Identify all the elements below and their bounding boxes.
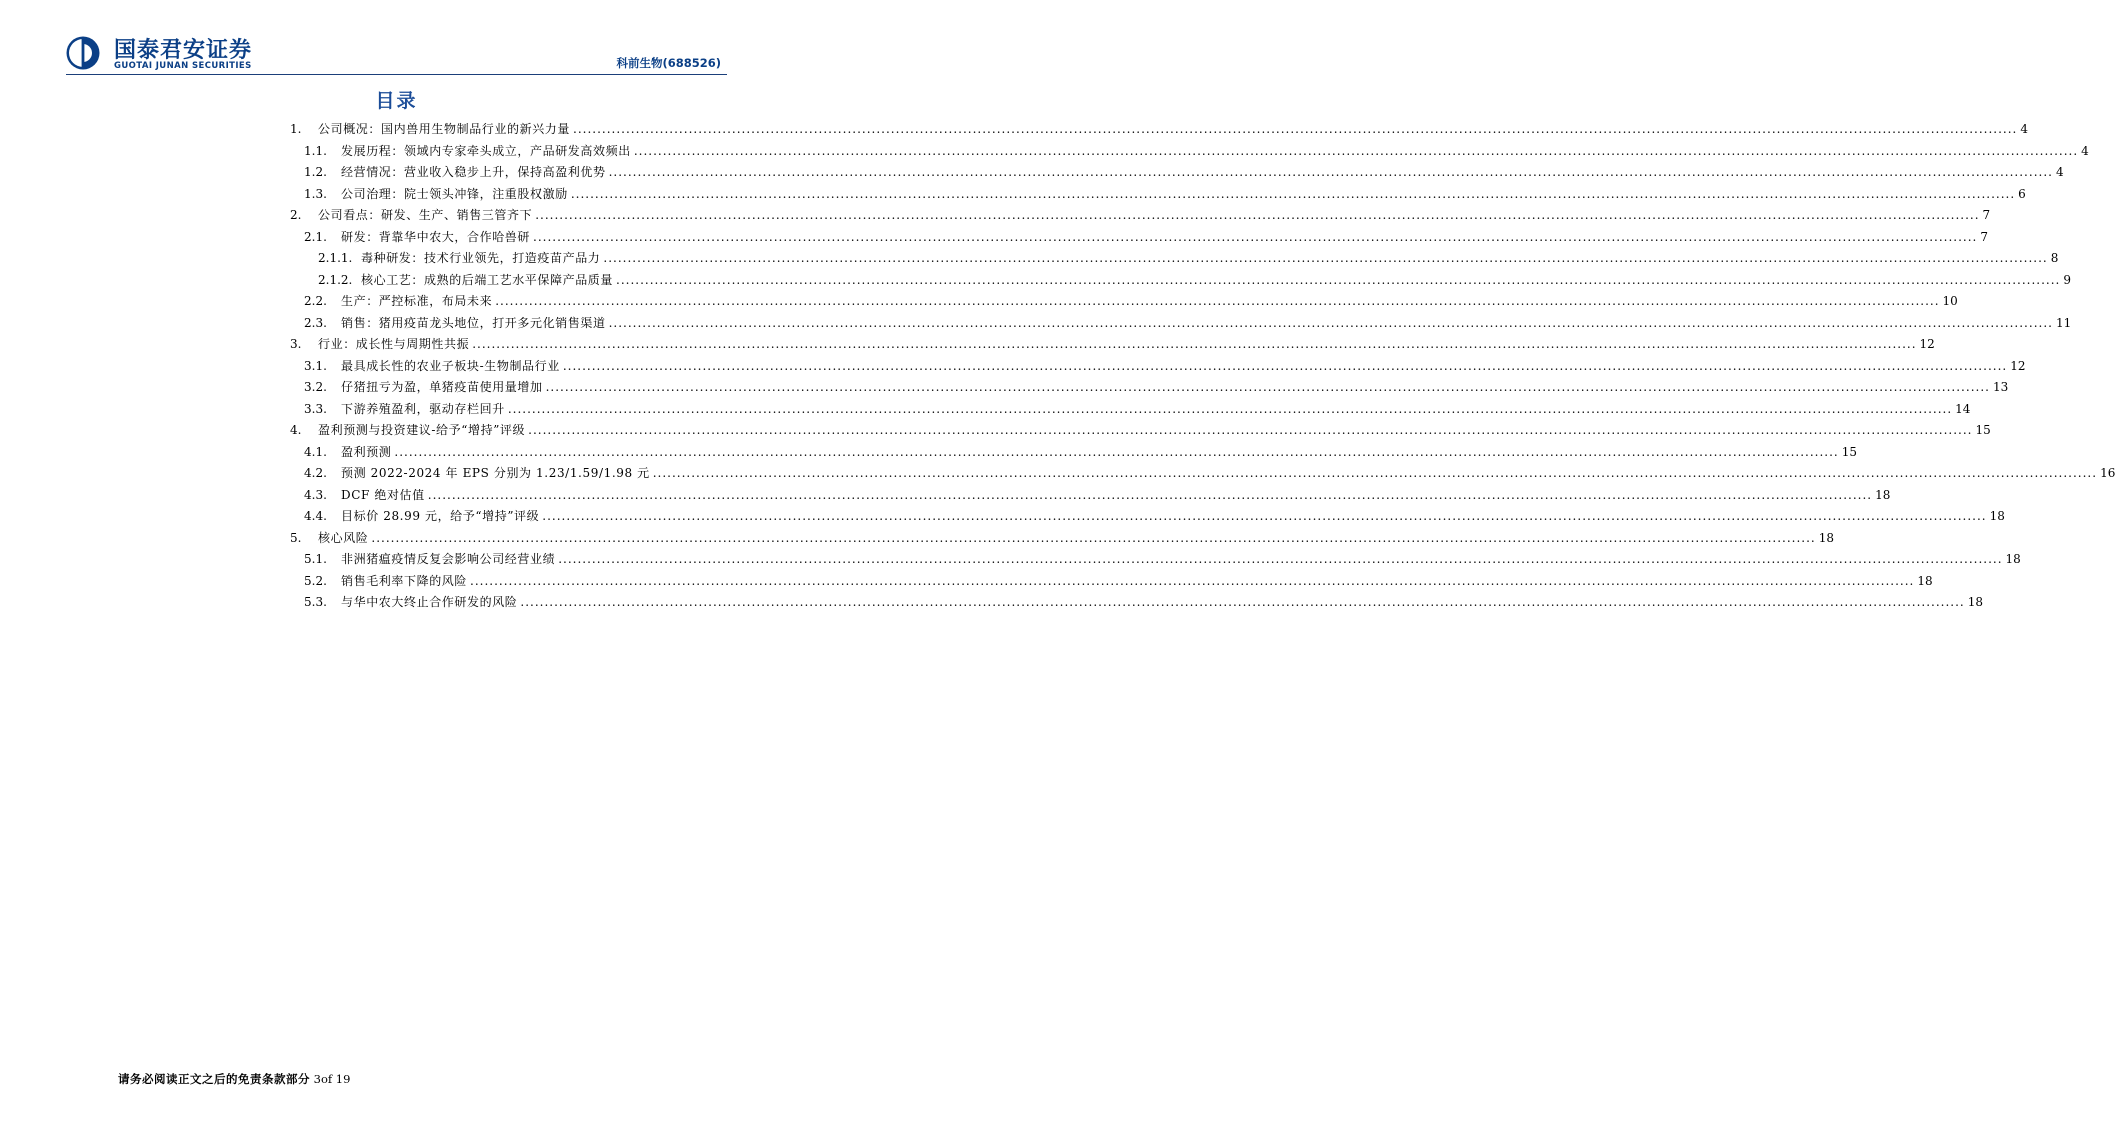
toc-entry-number: 1.	[290, 122, 302, 136]
header-divider	[66, 74, 727, 75]
toc-entry-number: 1.3.	[304, 186, 327, 201]
toc-title: 目录	[375, 90, 418, 112]
toc-entry-title: 仔猪扭亏为盈，单猪疫苗使用量增加	[341, 380, 543, 394]
toc-dot-leader: ............................................................................................................................................................................................................................................................................................................	[570, 186, 2016, 201]
toc-entry[interactable]	[318, 248, 2059, 269]
toc-entry-title: 销售毛利率下降的风险	[341, 573, 468, 588]
disclaimer-note: 请务必阅读正文之后的免责条款部分	[118, 1072, 310, 1086]
toc-entry-title: 盈利预测	[341, 444, 392, 459]
toc-dot-leader: ............................................................................................................................................................................................................................................................................................................	[608, 165, 2053, 179]
toc-entry-number: 5.1.	[304, 552, 327, 566]
toc-dot-leader: ............................................................................................................................................................................................................................................................................................................	[562, 358, 2008, 373]
toc-entry-page: 8	[2050, 251, 2059, 265]
toc-entry[interactable]	[304, 227, 1988, 248]
toc-entry-number: 4.4.	[304, 509, 327, 523]
toc-entry[interactable]	[304, 485, 1891, 506]
toc-entry[interactable]	[304, 162, 2064, 183]
toc-entry[interactable]	[304, 399, 1971, 420]
toc-entry-title: 目标价 28.99 元，给予“增持”评级	[341, 509, 540, 523]
toc-entry-number: 2.	[290, 208, 302, 222]
toc-dot-leader: ............................................................................................................................................................................................................................................................................................................	[520, 595, 1965, 609]
toc-entry-page: 10	[1942, 294, 1958, 308]
toc-entry-page: 7	[1982, 208, 1991, 222]
toc-entry-number: 2.3.	[304, 315, 327, 330]
toc-entry[interactable]	[290, 205, 1991, 226]
toc-dot-leader: ............................................................................................................................................................................................................................................................................................................	[495, 294, 1940, 308]
toc-dot-leader: ............................................................................................................................................................................................................................................................................................................	[616, 272, 2061, 287]
toc-entry-title: 销售：猪用疫苗龙头地位，打开多元化销售渠道	[341, 315, 606, 330]
toc-entry-page: 16	[2100, 466, 2115, 480]
toc-entry-page: 12	[1919, 337, 1935, 351]
toc-entry-number: 4.	[290, 423, 302, 437]
toc-entry-number: 5.	[290, 530, 302, 545]
toc-entry[interactable]	[290, 420, 1991, 441]
toc-entry[interactable]	[304, 377, 2009, 398]
toc-entry-title: 毒种研发：技术行业领先，打造疫苗产品力	[361, 251, 601, 265]
toc-dot-leader: ............................................................................................................................................................................................................................................................................................................	[545, 380, 1990, 394]
toc-entry-title: 研发：背靠华中农大，合作哈兽研	[341, 229, 531, 244]
company-ticker: 科前生物(688526)	[616, 56, 721, 70]
toc-entry[interactable]	[304, 506, 2005, 527]
toc-dot-leader: ............................................................................................................................................................................................................................................................................................................	[533, 229, 1978, 244]
toc-entry-number: 2.2.	[304, 294, 327, 308]
toc-dot-leader: ............................................................................................................................................................................................................................................................................................................	[558, 552, 2003, 566]
toc-entry-number: 3.	[290, 337, 302, 351]
toc-dot-leader: ............................................................................................................................................................................................................................................................................................................	[528, 423, 1973, 437]
toc-dot-leader: ............................................................................................................................................................................................................................................................................................................	[652, 466, 2098, 480]
guotai-junan-logo-icon	[66, 36, 100, 70]
brand-name-en: GUOTAI JUNAN SECURITIES	[114, 61, 252, 71]
toc-dot-leader: ............................................................................................................................................................................................................................................................................................................	[394, 444, 1839, 459]
toc-entry-title: 公司治理：院士领头冲锋，注重股权激励	[341, 186, 568, 201]
toc-entry[interactable]	[304, 463, 2115, 484]
toc-dot-leader: ............................................................................................................................................................................................................................................................................................................	[542, 509, 1987, 523]
toc-entry[interactable]	[304, 313, 2072, 334]
toc-entry-title: DCF 绝对估值	[341, 487, 425, 502]
toc-entry-number: 2.1.1.	[318, 251, 353, 265]
toc-entry-title: 与华中农大终止合作研发的风险	[341, 595, 518, 609]
toc-dot-leader: ............................................................................................................................................................................................................................................................................................................	[633, 143, 2079, 158]
toc-entry-number: 4.3.	[304, 487, 327, 502]
toc-entry-title: 核心工艺：成熟的后端工艺水平保障产品质量	[361, 272, 614, 287]
toc-entry[interactable]	[318, 270, 2071, 291]
toc-entry-number: 3.2.	[304, 380, 327, 394]
toc-entry-page: 7	[1980, 229, 1988, 244]
page-number: 3of 19	[313, 1072, 351, 1086]
toc-entry[interactable]	[304, 549, 2021, 570]
toc-entry-title: 生产：严控标准，布局未来	[341, 294, 493, 308]
toc-entry-page: 11	[2055, 315, 2072, 330]
toc-entry-number: 5.3.	[304, 595, 327, 609]
toc-entry[interactable]	[304, 356, 2026, 377]
toc-entry-number: 2.1.2.	[318, 272, 353, 287]
toc-entry[interactable]	[304, 291, 1958, 312]
toc-entry-number: 3.1.	[304, 358, 327, 373]
toc-entry[interactable]	[304, 184, 2026, 205]
toc-entry-number: 3.3.	[304, 401, 327, 416]
toc-entry-number: 4.1.	[304, 444, 327, 459]
toc-entry-title: 预测 2022-2024 年 EPS 分别为 1.23/1.59/1.98 元	[341, 466, 650, 480]
toc-entry[interactable]	[304, 141, 2089, 162]
toc-entry-page: 14	[1955, 401, 1971, 416]
page-footer	[118, 1071, 350, 1087]
toc-dot-leader: ............................................................................................................................................................................................................................................................................................................	[535, 208, 1980, 222]
toc-dot-leader: ............................................................................................................................................................................................................................................................................................................	[427, 487, 1873, 502]
toc-entry-page: 9	[2063, 272, 2071, 287]
toc-dot-leader: ............................................................................................................................................................................................................................................................................................................	[608, 315, 2053, 330]
toc-entry-title: 盈利预测与投资建议-给予“增持”评级	[318, 423, 526, 437]
toc-entry-title: 非洲猪瘟疫情反复会影响公司经营业绩	[341, 552, 556, 566]
toc-entry-page: 12	[2010, 358, 2026, 373]
toc-entry[interactable]	[304, 442, 1858, 463]
toc-entry-page: 18	[1875, 487, 1891, 502]
toc-entry-title: 公司概况：国内兽用生物制品行业的新兴力量	[318, 122, 571, 136]
toc-dot-leader: ............................................................................................................................................................................................................................................................................................................	[573, 122, 2018, 136]
toc-entry-title: 最具成长性的农业子板块-生物制品行业	[341, 358, 560, 373]
toc-entry-title: 下游养殖盈利，驱动存栏回升	[341, 401, 505, 416]
toc-entry-page: 4	[2020, 122, 2028, 136]
toc-entry-page: 18	[1967, 595, 1984, 609]
toc-dot-leader: ............................................................................................................................................................................................................................................................................................................	[470, 573, 1915, 588]
toc-entry-page: 18	[1989, 509, 2005, 523]
toc-entry-number: 2.1.	[304, 229, 327, 244]
toc-entry-page: 18	[1917, 573, 1933, 588]
toc-entry[interactable]	[290, 334, 1935, 355]
toc-entry-page: 15	[1841, 444, 1858, 459]
toc-entry-number: 5.2.	[304, 573, 327, 588]
toc-entry[interactable]	[304, 571, 1933, 592]
toc-entry-title: 经营情况：营业收入稳步上升，保持高盈利优势	[341, 165, 606, 179]
toc-entry[interactable]	[304, 592, 1984, 613]
toc-entry-page: 15	[1975, 423, 1991, 437]
toc-entry-number: 1.2.	[304, 165, 327, 179]
toc-entry-title: 核心风险	[318, 530, 369, 545]
toc-dot-leader: ............................................................................................................................................................................................................................................................................................................	[472, 337, 1917, 351]
toc-entry[interactable]	[290, 119, 2028, 140]
toc-entry-page: 18	[1818, 530, 1835, 545]
toc-entry-title: 发展历程：领域内专家牵头成立，产品研发高效频出	[341, 143, 631, 158]
toc-entry[interactable]	[290, 528, 1835, 549]
toc-entry-page: 6	[2018, 186, 2026, 201]
toc-entry-title: 行业：成长性与周期性共振	[318, 337, 470, 351]
brand-name-cn: 国泰君安证券	[114, 38, 253, 63]
toc-dot-leader: ............................................................................................................................................................................................................................................................................................................	[371, 530, 1816, 545]
toc-entry-page: 18	[2005, 552, 2021, 566]
toc-entry-title: 公司看点：研发、生产、销售三管齐下	[318, 208, 533, 222]
toc-entry-page: 4	[2081, 143, 2089, 158]
page-header	[0, 0, 793, 80]
toc-entry-number: 1.1.	[304, 143, 327, 158]
toc-entry-page: 4	[2055, 165, 2064, 179]
toc-entry-number: 4.2.	[304, 466, 327, 480]
toc-dot-leader: ............................................................................................................................................................................................................................................................................................................	[603, 251, 2048, 265]
toc-entry-page: 13	[1992, 380, 2009, 394]
toc-dot-leader: ............................................................................................................................................................................................................................................................................................................	[507, 401, 1953, 416]
